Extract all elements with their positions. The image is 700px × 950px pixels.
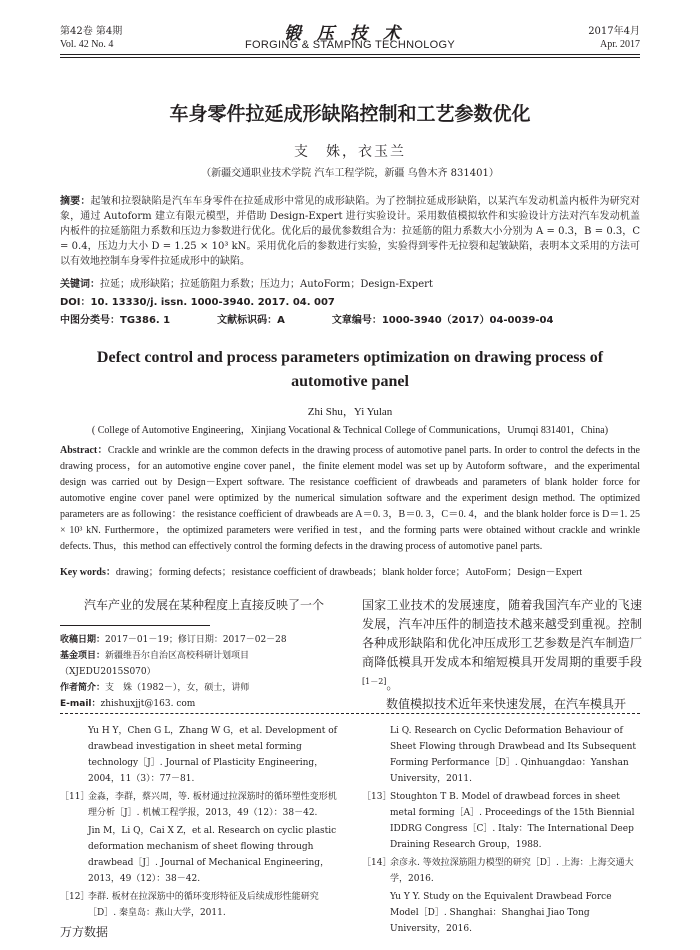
keywords-en-text: drawing；forming defects；resistance coefficient of drawbeads；blank holder force；AutoForm；Design－Expert bbox=[115, 567, 583, 578]
authors-en: Zhi Shu，Yi Yulan bbox=[307, 406, 393, 418]
article-number-label: 文章编号： bbox=[331, 315, 382, 326]
footnote-block bbox=[60, 632, 340, 712]
journal-title-en: FORGING & STAMPING TECHNOLOGY bbox=[245, 39, 455, 51]
clc-value: TG386. 1 bbox=[120, 315, 171, 326]
header-rule bbox=[60, 54, 640, 55]
article-number-value: 1000-3940（2017）04-0039-04 bbox=[381, 315, 554, 326]
reference-item: Li Q. Research on Cyclic Deformation Behaviour of Sheet Flowing through Drawbead and Its Subsequent Forming Performance［D］. Qinhuangdao：Yanshan University，2011. bbox=[390, 726, 637, 784]
body-right-para-1: 国家工业技术的发展速度，随着我国汽车产业的飞速发展，汽车冲压件的制造技术越来越受到重视。控制各种成形缺陷和优化冲压成形工艺参数是汽车制造厂商降低模具开发成本和缩短模具开发周期的重要手段[1－2]。 bbox=[362, 598, 642, 692]
body-left-column: 汽车产业的发展在某种程度上直接反映了一个 bbox=[84, 598, 325, 612]
author-email: E-mail：zhishuxjjt@163. com bbox=[60, 699, 196, 709]
affiliation-cn: （新疆交通职业技术学院 汽车工程学院，新疆 乌鲁木齐 831401） bbox=[201, 168, 499, 179]
watermark-text: 万方数据 bbox=[60, 925, 109, 939]
doc-code-value: A bbox=[277, 315, 285, 326]
doi-line bbox=[60, 296, 335, 310]
keywords-cn-text: 拉延；成形缺陷；拉延筋阻力系数；压边力；AutoForm；Design-Expert bbox=[100, 279, 433, 290]
reference-item: ［14］ 余彦永. 等效拉深筋阻力模型的研究［D］. 上海：上海交通大学，2016. bbox=[362, 858, 634, 884]
doi-value: 10. 13330/j. issn. 1000-3940. 2017. 04. 007 bbox=[90, 297, 335, 308]
page-separator bbox=[60, 713, 640, 714]
paper-title-cn: 车身零件拉延成形缺陷控制和工艺参数优化 bbox=[169, 103, 531, 125]
reference-item: Jin M，Li Q，Cai X Z，et al. Research on cyclic plastic deformation mechanism of sheet flowing through drawbead［J］. Journal of Mechanical Engineering，2013，49（12）：38－42. bbox=[88, 826, 337, 884]
keywords-cn-label: 关键词： bbox=[60, 279, 100, 290]
volume-en: Vol. 42 No. 4 bbox=[60, 39, 114, 50]
footnote-rule bbox=[60, 625, 210, 626]
abstract-cn bbox=[60, 194, 640, 269]
citation-1-2: [1－2] bbox=[362, 677, 387, 686]
journal-title-cn: 锻压技术 bbox=[284, 24, 416, 44]
doi-label: DOI： bbox=[60, 297, 91, 308]
classification-line bbox=[60, 314, 640, 328]
references-left bbox=[60, 723, 340, 923]
fund-project: 基金项目：新疆维吾尔自治区高校科研计划项目（XJEDU2015S070） bbox=[60, 651, 250, 677]
abstract-cn-label: 摘要： bbox=[60, 196, 91, 207]
keywords-cn bbox=[60, 278, 640, 292]
abstract-en-text: Crackle and wrinkle are the common defects in the drawing process of automotive panel parts. In order to control the defects in the drawing process，for an automotive engine cover panel，the finite element model was set up by Autoform software，and the experimental design was carried out by Design－Expert software. The resistance coefficient of drawbeads and parameters of blank holder force for automotive engine cover panel were optimized by the numerical simulation software and the experiment design method. The optimized parameters are as following：the resistance coefficient of drawbeads are A＝0. 3，B＝0. 3，C＝0. 4，and the blank holder force is D＝1. 25 × 10³ kN. Furthermore，the optimized parameters were verified in test，and the forming parts were obtained without crackle and wrinkle defects. Thus，this method can effectively control the forming defects in the drawing process of automotive panel parts. bbox=[60, 445, 640, 552]
received-date: 收稿日期：2017－01－19；修订日期：2017－02－28 bbox=[60, 635, 287, 645]
volume-cn: 第42卷 第4期 bbox=[60, 26, 123, 37]
reference-item: ［11］ 金淼，李群，蔡兴周，等. 板材通过拉深筋时的循环塑性变形机理分析［J］. 机械工程学报，2013，49（12）：38－42. bbox=[60, 792, 337, 818]
reference-item: Yu Y Y. Study on the Equivalent Drawbead Force Model［D］. Shanghai：Shanghai Jiao Tong University，2016. bbox=[390, 892, 612, 934]
abstract-cn-text: 起皱和拉裂缺陷是汽车车身零件在拉延成形中常见的成形缺陷。为了控制拉延成形缺陷，以某汽车发动机盖内板件为研究对象，通过 Autoform 建立有限元模型，并借助 Design-Expert 进行实验设计。采用数值模拟软件和实验设计方法对汽车发动机盖内板件的拉延筋阻力系数和压边力参数进行优化。优化后的最优参数组合为：拉延筋的阻力系数大小分别为 A = 0.3，B = 0.3，C = 0.4，压边力大小 D = 1.25 × 10³ kN。采用优化后的参数进行实验，实验得到零件无拉裂和起皱缺陷，表明本文采用的方法可以有效地控制车身零件拉延成形中的缺陷。 bbox=[60, 196, 641, 267]
reference-item: Yu H Y，Chen G L，Zhang W G，et al. Development of drawbead investigation in sheet metal forming technology［J］. Journal of Plasticity Engineering，2004，11（3）：77－81. bbox=[88, 726, 337, 784]
abstract-en-label: Abstract： bbox=[60, 445, 108, 456]
paper-title-en: Defect control and process parameters optimization on drawing process of automotive panel bbox=[96, 349, 604, 390]
authors-cn: 支 姝，衣玉兰 bbox=[294, 144, 406, 160]
keywords-en-label: Key words： bbox=[60, 567, 116, 578]
date-en: Apr. 2017 bbox=[600, 39, 640, 50]
reference-item: ［12］ 李群. 板材在拉深筋中的循环变形特征及后续成形性能研究［D］. 秦皇岛：燕山大学，2011. bbox=[60, 892, 319, 918]
date-cn: 2017年4月 bbox=[588, 26, 640, 37]
header-rule-double bbox=[60, 57, 640, 58]
author-bio: 作者简介：支 姝（1982－），女，硕士，讲师 bbox=[60, 683, 250, 693]
body-right-para-2: 数值模拟技术近年来快速发展，在汽车模具开 bbox=[386, 697, 627, 711]
issue-date bbox=[588, 25, 640, 51]
doc-code-label: 文献标识码： bbox=[217, 315, 278, 326]
clc-label: 中图分类号： bbox=[60, 315, 120, 326]
abstract-en bbox=[60, 443, 640, 555]
affiliation-en: ( College of Automotive Engineering，Xinjiang Vocational & Technical College of Communications，Urumqi 831401，China) bbox=[91, 425, 609, 436]
references-right bbox=[362, 723, 642, 939]
reference-item: ［13］ Stoughton T B. Model of drawbead forces in sheet metal forming［A］. Proceedings of the 15th Biennial IDDRG Congress［C］. Italy：The International Deep Draining Research Group，1988. bbox=[362, 792, 635, 850]
body-right-column bbox=[362, 596, 642, 714]
keywords-en bbox=[60, 563, 640, 578]
